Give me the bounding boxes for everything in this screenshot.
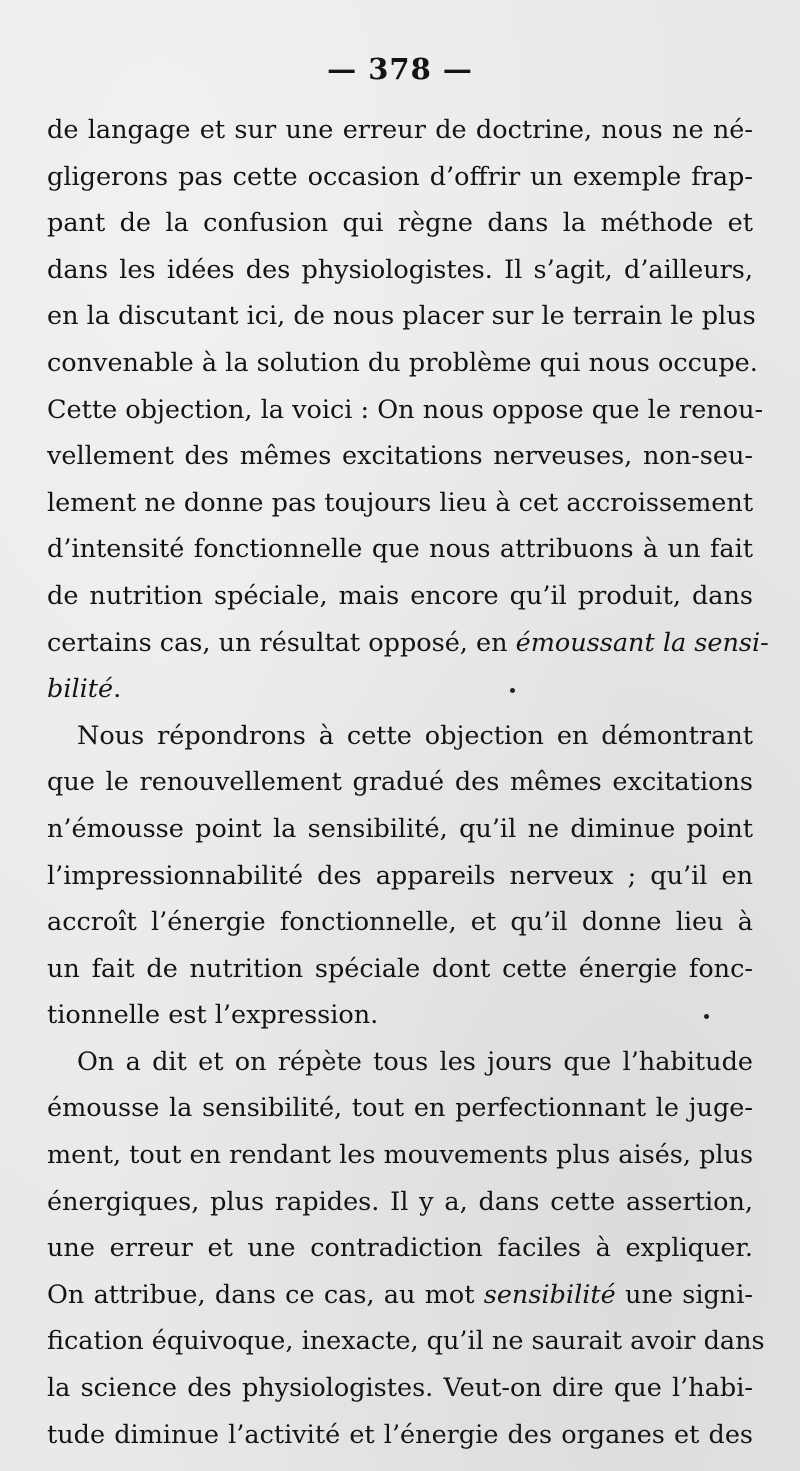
text-line — [47, 154, 753, 201]
text-run: convenable à la solution du problème qui nous occupe. — [47, 347, 758, 378]
text-line — [47, 1225, 753, 1272]
text-run: n’émousse point la sensibilité, qu’il ne diminue point — [47, 813, 753, 844]
text-line — [47, 340, 758, 387]
text-run: énergiques, plus rapides. Il y a, dans cette assertion, — [47, 1186, 753, 1217]
italic-text: émoussant la sensi- — [515, 627, 769, 658]
text-run: une signi- — [615, 1279, 753, 1310]
text-line — [47, 899, 753, 946]
text-line — [47, 759, 753, 806]
text-run: tude diminue l’activité et l’énergie des organes et des — [47, 1419, 753, 1450]
text-line — [47, 200, 753, 247]
text-run: . — [113, 674, 122, 705]
text-line — [47, 853, 753, 900]
text-run: vellement des mêmes excitations nerveuses, non-seu- — [47, 441, 753, 472]
text-run: un fait de nutrition spéciale dont cette énergie fonc- — [47, 953, 753, 984]
text-run: émousse la sensibilité, tout en perfectionnant le juge- — [47, 1093, 753, 1124]
text-run: ment, tout en rendant les mouvements plus aisés, plus — [47, 1140, 754, 1171]
text-line — [47, 433, 753, 480]
text-run: d’intensité fonctionnelle que nous attribuons à un fait — [47, 534, 753, 565]
text-run: une erreur et une contradiction faciles à expliquer. — [47, 1233, 753, 1264]
text-line — [47, 480, 753, 527]
text-line — [47, 1318, 765, 1365]
text-line — [47, 247, 753, 294]
text-run: l’impressionnabilité des appareils nerveux ; qu’il en — [47, 860, 753, 891]
text-line — [47, 1412, 753, 1459]
text-run: que le renouvellement gradué des mêmes excitations — [47, 767, 753, 798]
text-line — [47, 573, 753, 620]
text-run: gligerons pas cette occasion d’offrir un exemple frap- — [47, 161, 753, 192]
text-run: On a dit et on répète tous les jours que l’habitude — [77, 1046, 753, 1077]
text-line — [47, 1179, 753, 1226]
text-run: de langage et sur une erreur de doctrine, nous ne né- — [47, 115, 753, 145]
text-line — [47, 666, 753, 713]
text-run: tionnelle est l’expression. — [47, 1000, 379, 1031]
text-run: lement ne donne pas toujours lieu à cet accroissement — [47, 487, 754, 518]
text-run: On attribue, dans ce cas, au mot — [47, 1279, 484, 1310]
italic-text: sensibilité — [483, 1279, 616, 1310]
body-text — [47, 107, 769, 1458]
text-line — [47, 107, 753, 154]
text-line — [47, 1085, 753, 1132]
print-speck — [510, 688, 515, 693]
text-line — [47, 992, 753, 1039]
text-line — [47, 1039, 753, 1086]
text-run: dans les idées des physiologistes. Il s’agit, d’ailleurs, — [47, 254, 753, 285]
text-line — [47, 806, 753, 853]
text-run: fication équivoque, inexacte, qu’il ne saurait avoir dans — [47, 1326, 765, 1357]
text-line — [47, 387, 764, 434]
text-run: Cette objection, la voici : On nous oppose que le renou- — [47, 394, 764, 425]
text-run: de nutrition spéciale, mais encore qu’il produit, dans — [47, 580, 753, 611]
italic-text: bilité — [47, 674, 114, 705]
text-line — [47, 293, 756, 340]
text-run: Nous répondrons à cette objection en démontrant — [77, 720, 753, 751]
text-run: la science des physiologistes. Veut-on dire que l’habi- — [47, 1373, 753, 1404]
text-line — [47, 713, 753, 760]
text-run: en la discutant ici, de nous placer sur le terrain le plus — [47, 301, 756, 332]
text-line — [47, 1132, 753, 1179]
print-speck — [704, 1014, 709, 1019]
text-run: certains cas, un résultat opposé, en — [47, 627, 516, 658]
text-run: accroît l’énergie fonctionnelle, et qu’il donne lieu à — [47, 907, 753, 938]
text-line — [47, 946, 753, 993]
text-run: pant de la confusion qui règne dans la méthode et — [47, 208, 753, 239]
page-number: — 378 — — [327, 52, 473, 86]
text-line — [47, 620, 769, 667]
text-line — [47, 1272, 753, 1319]
text-line — [47, 526, 753, 573]
text-line — [47, 1365, 753, 1412]
